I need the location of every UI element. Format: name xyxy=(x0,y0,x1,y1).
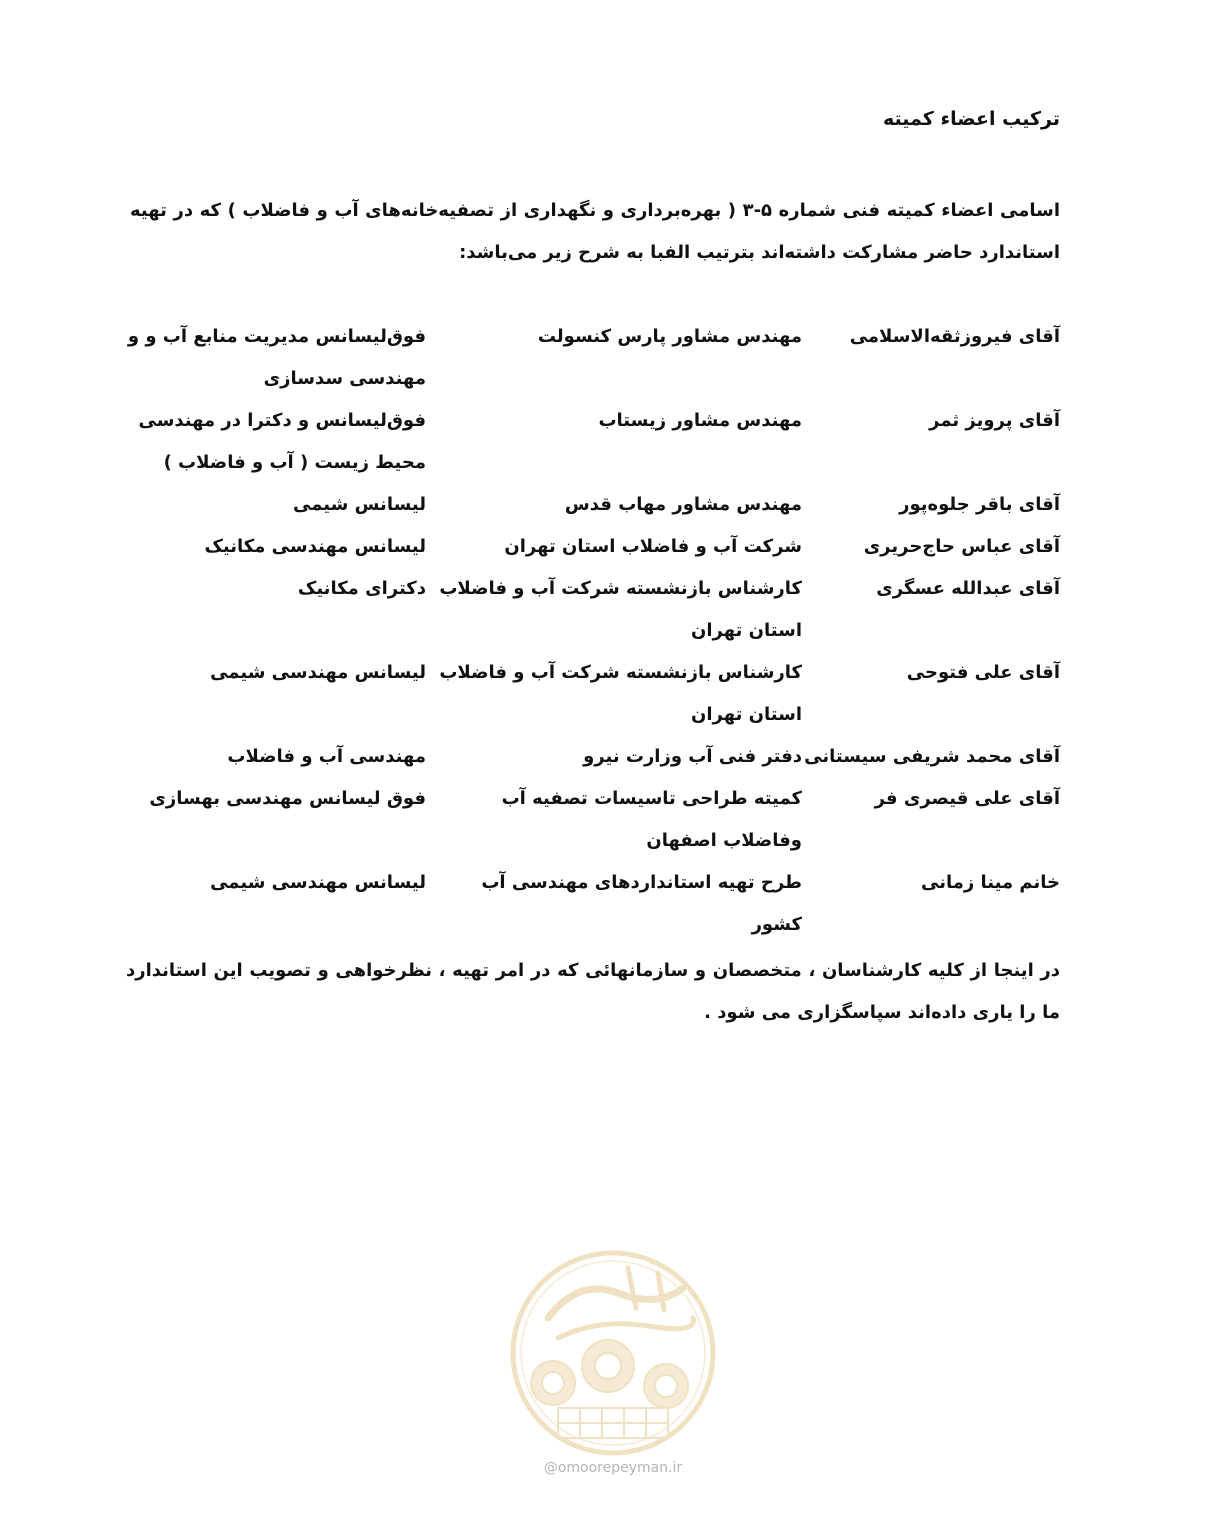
member-name: آقای فیروزثقه‌الاسلامی xyxy=(849,326,1060,347)
member-row xyxy=(126,526,1060,568)
member-organization: کمیته طراحی تاسیسات تصفیه آب وفاضلاب اصفهان xyxy=(501,788,802,851)
committee-members-list xyxy=(126,316,1060,946)
closing-paragraph: در اینجا از کلیه کارشناسان ، متخصصان و سازمانهائی که در امر تهیه ، نظرخواهی و تصویب این استاندارد ما را یاری داده‌اند سپاسگزاری می شود . xyxy=(126,960,1060,1023)
member-row xyxy=(126,484,1060,526)
watermark-logo xyxy=(508,1248,718,1458)
member-name: آقای پرویز ثمر xyxy=(929,410,1060,431)
member-row xyxy=(126,568,1060,652)
member-organization: مهندس مشاور زیستاب xyxy=(598,410,802,431)
intro-paragraph: اسامی اعضاء کمیته فنی شماره ۵-۳ ( بهره‌برداری و نگهداری از تصفیه‌خانه‌های آب و فاضلاب ) که در تهیه استاندارد حاضر مشارکت داشته‌اند بترتیب الفبا به شرح زیر می‌باشد: xyxy=(130,200,1060,263)
member-row xyxy=(126,736,1060,778)
member-name: آقای محمد شریفی سیستانی xyxy=(804,746,1060,767)
member-name: خانم مینا زمانی xyxy=(921,872,1060,893)
member-name: آقای عبدالله عسگری xyxy=(876,578,1060,599)
member-row xyxy=(126,400,1060,484)
member-organization: مهندس مشاور پارس کنسولت xyxy=(537,326,802,347)
member-organization: طرح تهیه استانداردهای مهندسی آب کشور xyxy=(481,872,802,935)
member-education: لیسانس مهندسی شیمی xyxy=(210,872,426,893)
member-organization: کارشناس بازنشسته شرکت آب و فاضلاب استان تهران xyxy=(439,578,802,641)
member-education: فوق‌لیسانس مدیریت منابع آب و و مهندسی سدسازی xyxy=(127,326,426,389)
member-name: آقای علی قیصری فر xyxy=(874,788,1060,809)
member-organization: مهندس مشاور مهاب قدس xyxy=(564,494,802,515)
member-education: فوق لیسانس مهندسی بهسازی xyxy=(149,788,426,809)
member-organization: دفتر فنی آب وزارت نیرو xyxy=(583,746,802,767)
member-education: دکترای مکانیک xyxy=(297,578,426,599)
member-name: آقای باقر جلوه‌پور xyxy=(899,494,1060,515)
member-education: لیسانس مهندسی شیمی xyxy=(210,662,426,683)
watermark-url: @omoorepeyman.ir xyxy=(543,1460,683,1476)
member-education: فوق‌لیسانس و دکترا در مهندسی محیط زیست ( آب و فاضلاب ) xyxy=(138,410,426,473)
member-education: لیسانس شیمی xyxy=(293,494,426,515)
member-education: مهندسی آب و فاضلاب xyxy=(227,746,426,767)
member-education: لیسانس مهندسی مکانیک xyxy=(204,536,426,557)
member-row xyxy=(126,862,1060,946)
section-heading: ترکیب اعضاء کمیته xyxy=(883,108,1060,130)
member-name: آقای علی فتوحی xyxy=(906,662,1060,683)
member-name: آقای عباس حاج‌حریری xyxy=(863,536,1060,557)
member-row xyxy=(126,778,1060,862)
member-row xyxy=(126,652,1060,736)
member-organization: کارشناس بازنشسته شرکت آب و فاضلاب استان تهران xyxy=(439,662,802,725)
member-row xyxy=(126,316,1060,400)
member-organization: شرکت آب و فاضلاب استان تهران xyxy=(504,536,802,557)
